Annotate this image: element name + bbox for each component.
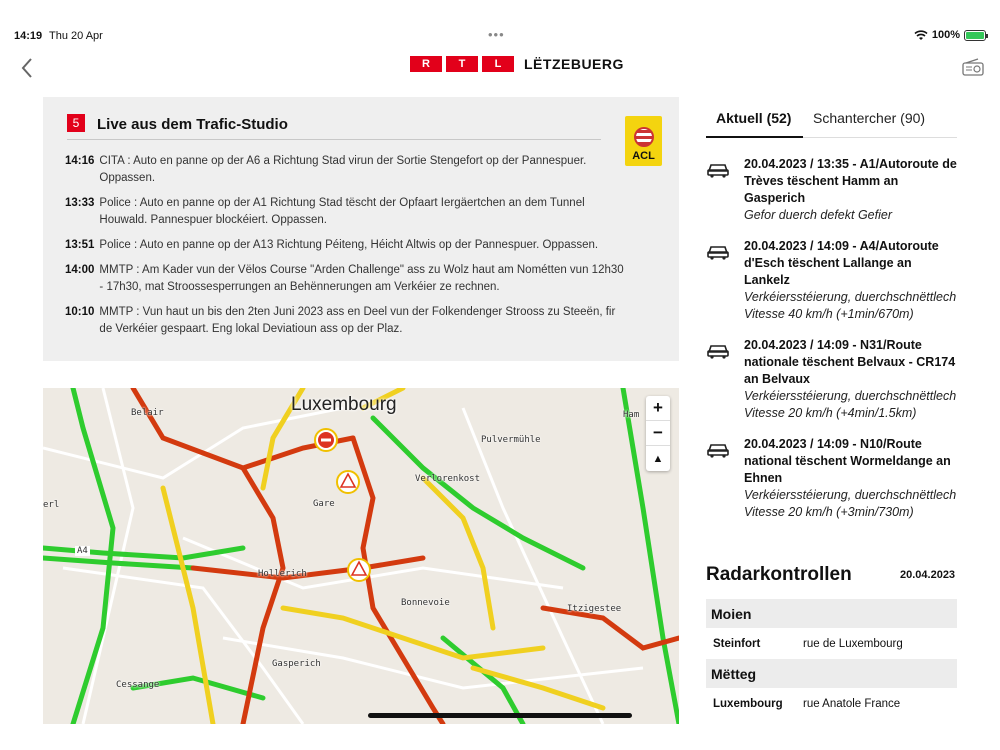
radar-row (706, 629, 957, 659)
incident-desc: Verkéiersstéierung, duerchschnëttlech Vitesse 20 km/h (+4min/1.5km) (744, 389, 957, 420)
map-label: Verlorenkost (415, 474, 481, 484)
item-text: Police : Auto en panne op der A1 Richtung Stad tëscht der Opfaart Iergäertchen an dem Tunnel Houwald. Pannespuer blockéiert. Oppassen. (99, 197, 585, 226)
home-indicator[interactable] (368, 713, 632, 718)
traffic-items (65, 153, 625, 346)
traffic-live-panel (43, 97, 679, 361)
status-time: 14:19 (14, 30, 43, 42)
tab-schantercher[interactable]: Schantercher (90) (813, 110, 926, 126)
item-time: 13:51 (65, 239, 95, 251)
incident-title: 20.04.2023 / 14:09 - N10/Route national tëschent Wormeldange an Ehnen (744, 437, 951, 485)
map-label: Pulvermühle (481, 435, 541, 445)
rtl-logo[interactable] (410, 56, 624, 72)
incident-title: 20.04.2023 / 14:09 - N31/Route nationale tëschent Belvaux - CR174 an Belvaux (744, 338, 956, 386)
divider (67, 139, 601, 140)
traffic-item (65, 304, 625, 338)
map-label: Itzigestee (567, 604, 622, 614)
radio-icon[interactable] (962, 58, 984, 76)
incident-tabs (706, 106, 957, 138)
radar-city: Steinfort (713, 638, 761, 650)
traffic-item (65, 195, 625, 229)
radar-row (706, 689, 957, 719)
acl-logo[interactable] (625, 116, 662, 166)
map-label: Bonnevoie (401, 598, 450, 608)
map-city-label: Luxembourg (291, 394, 397, 415)
car-icon (706, 156, 744, 224)
item-time: 10:10 (65, 306, 95, 318)
radar-title: Radarkontrollen (706, 564, 852, 585)
status-indicators (914, 29, 986, 41)
list-item[interactable] (706, 238, 957, 323)
status-date: Thu 20 Apr (49, 30, 103, 42)
list-item[interactable] (706, 156, 957, 224)
traffic-item (65, 237, 625, 254)
traffic-map[interactable] (43, 388, 679, 724)
map-zoom-controls (646, 396, 670, 471)
zoom-out-button[interactable]: − (646, 421, 670, 446)
battery-percent: 100% (931, 29, 960, 41)
item-text: CITA : Auto en panne op der A6 a Richtung Stad virun der Sortie Stengefort op der Pannespuer. Oppassen. (99, 155, 587, 184)
radar-street: rue de Luxembourg (803, 638, 903, 650)
list-item[interactable] (706, 436, 957, 521)
wifi-icon (914, 30, 928, 41)
map-label: Belair (131, 408, 164, 418)
zoom-in-button[interactable]: + (646, 396, 670, 421)
nav-bar (0, 50, 1000, 86)
active-tab-indicator (706, 136, 803, 138)
map-roads (43, 388, 679, 724)
incident-title: 20.04.2023 / 14:09 - A4/Autoroute d'Esch tëschent Lallange an Lankelz (744, 239, 939, 287)
acl-emblem-icon (634, 127, 654, 147)
logo-letter-r: R (410, 56, 442, 72)
radar-date: 20.04.2023 (900, 569, 956, 581)
incident-desc: Verkéiersstéierung, duerchschnëttlech Vitesse 20 km/h (+3min/730m) (744, 488, 957, 519)
radar-street: rue Anatole France (803, 698, 901, 710)
map-label: Hollerich (258, 569, 307, 579)
incident-desc: Gefor duerch defekt Gefier (744, 208, 892, 222)
map-label: Ham (623, 410, 640, 420)
panel-title: Live aus dem Trafic-Studio (97, 116, 288, 133)
car-icon (706, 436, 744, 521)
multitask-dots-icon[interactable]: ••• (488, 27, 505, 42)
map-label: Cessange (116, 680, 160, 690)
car-icon (706, 238, 744, 323)
logo-letter-t: T (446, 56, 478, 72)
count-badge: 5 (67, 114, 85, 132)
map-label: erl (43, 500, 60, 510)
radar-city: Luxembourg (713, 698, 783, 710)
car-icon (706, 337, 744, 422)
compass-icon[interactable]: ▲ (652, 452, 664, 465)
traffic-item (65, 153, 625, 187)
status-bar (0, 0, 1000, 42)
incident-list[interactable] (706, 156, 957, 528)
item-time: 14:00 (65, 264, 95, 276)
item-text: Police : Auto en panne op der A13 Richtung Péiteng, Héicht Altwis op der Pannespuer. Oppassen. (99, 239, 599, 251)
incident-desc: Verkéiersstéierung, duerchschnëttlech Vitesse 40 km/h (+1min/670m) (744, 290, 957, 321)
radar-section-header: Mëtteg (706, 659, 957, 688)
list-item[interactable] (706, 337, 957, 422)
logo-word: LËTZEBUERG (524, 56, 624, 72)
item-time: 14:16 (65, 155, 95, 167)
incident-title: 20.04.2023 / 13:35 - A1/Autoroute de Trèves tëschent Hamm an Gasperich (744, 157, 957, 205)
map-road-shield: A4 (77, 546, 88, 556)
item-text: MMTP : Am Kader vun der Vëlos Course "Arden Challenge" ass zu Wolz haut am Nométten vun 12h30 - 17h30, mat Stroossesperrungen an Behënnerungen am Verkéier ze rechnen. (99, 264, 624, 293)
tab-aktuell[interactable]: Aktuell (52) (716, 110, 792, 126)
traffic-item (65, 262, 625, 296)
item-time: 13:33 (65, 197, 95, 209)
battery-icon (964, 30, 986, 41)
back-chevron-icon[interactable] (18, 56, 38, 80)
map-label: Gasperich (272, 659, 321, 669)
map-label: Gare (313, 499, 335, 509)
radar-section-header: Moien (706, 599, 957, 628)
logo-letter-l: L (482, 56, 514, 72)
acl-label: ACL (632, 150, 655, 162)
item-text: MMTP : Vun haut un bis den 2ten Juni 2023 ass en Deel vun der Folkendenger Strooss zu Steeën, fir de Verkéier gespaart. Eng lokal Deviatioun ass op der Plaz. (99, 306, 616, 335)
